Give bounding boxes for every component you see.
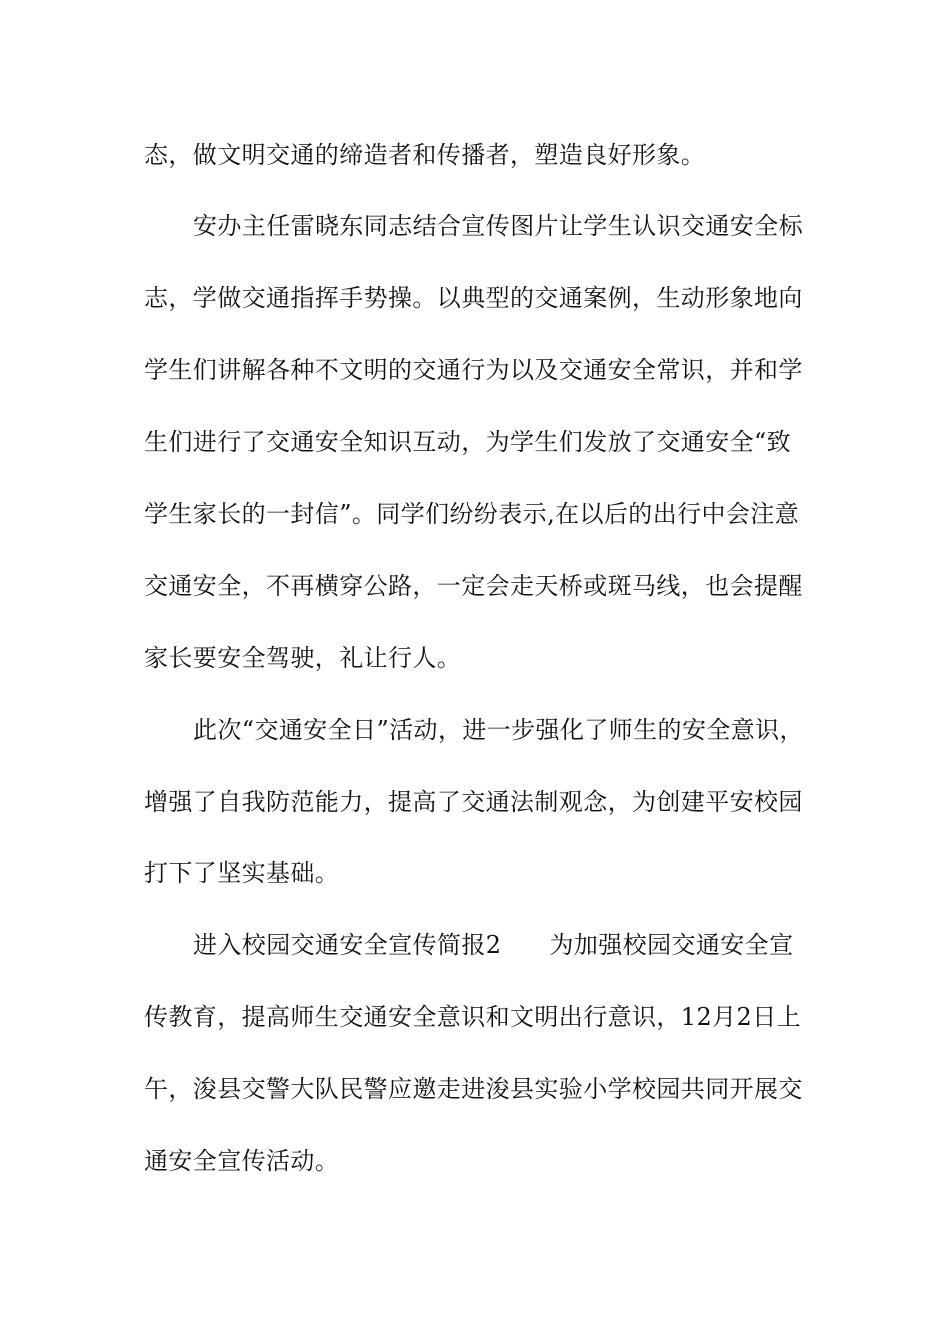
text-line: 增强了自我防范能力，提高了交通法制观念，为创建平安校园: [144, 788, 803, 816]
paragraph-start-line: 安办主任雷晓东同志结合宣传图片让学生认识交通安全标: [193, 212, 803, 240]
paragraph-lead: 为加强校园交通安全宣: [549, 931, 794, 959]
text-line: 通安全宣传活动。: [144, 1147, 340, 1175]
text-line: 打下了坚实基础。: [144, 859, 340, 887]
text-line: 交通安全，不再横穿公路，一定会走天桥或斑马线，也会提醒: [144, 572, 803, 600]
paragraph-start-line: [193, 928, 873, 962]
text-line: 午，浚县交警大队民警应邀走进浚县实验小学校园共同开展交: [144, 1075, 803, 1103]
paragraph-start-line: 此次“交通安全日”活动，进一步强化了师生的安全意识，: [193, 716, 804, 744]
text-line: 态，做文明交通的缔造者和传播者，塑造良好形象。: [144, 141, 706, 169]
text-line: 学生们讲解各种不文明的交通行为以及交通安全常识，并和学: [144, 356, 803, 384]
text-line: 志，学做交通指挥手势操。以典型的交通案例，生动形象地向: [144, 284, 803, 312]
text-line: 学生家长的一封信”。同学们纷纷表示,在以后的出行中会注意: [144, 500, 800, 528]
section-title: 进入校园交通安全宣传简报2: [193, 931, 502, 959]
text-line: 传教育，提高师生交通安全意识和文明出行意识，12月2日上: [144, 1003, 802, 1031]
text-line: 生们进行了交通安全知识互动，为学生们发放了交通安全“致: [144, 428, 792, 456]
text-line: 家长要安全驾驶，礼让行人。: [144, 644, 462, 672]
